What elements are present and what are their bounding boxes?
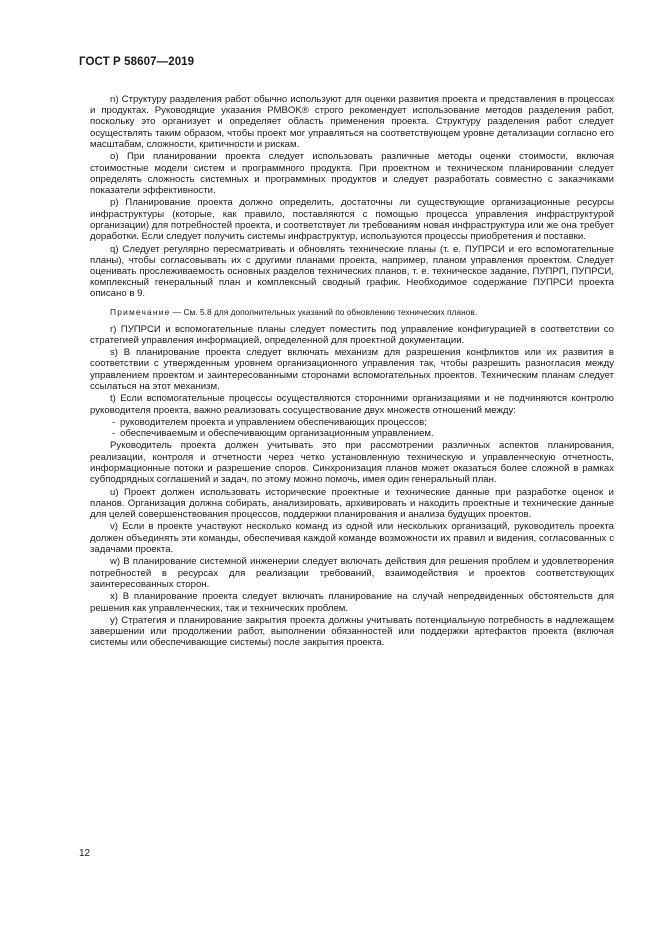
list-item: - руководителем проекта и управлением обеспечивающих процессов; (112, 417, 427, 429)
paragraph-y: y) Стратегия и планирование закрытия проекта должны учитывать потенциальную потребность в надлежащем завершении или продолжении работ, выполнении обязанностей или поддержки артефактов проекта (включая системы или обеспечивающие системы) после закрытия проекта. (90, 615, 614, 649)
paragraph-s: s) В планирование проекта следует включать механизм для разрешения конфликтов или их развития в соответствии с утвержденным уровнем организационного управления так, чтобы разрешить разногласия между управлением проектом и заинтересованными сторонами вспомогательных проектов. Техническим планам следует ссылаться на этот механизм. (90, 347, 614, 392)
paragraph-r: r) ПУПРСИ и вспомогательные планы следует поместить под управление конфигурацией в соответствии со стратегией управления информацией, определенной для проектной документации. (90, 323, 614, 346)
standard-header: ГОСТ Р 58607—2019 (79, 56, 195, 68)
paragraph-v: v) Если в проекте участвуют несколько команд из одной или нескольких организаций, руководитель проекта должен объединять эти команды, обеспечивая каждой команде возможности их правил и видения, согласованных с задачами проекта. (90, 521, 614, 555)
paragraph-o: o) При планировании проекта следует использовать различные методы оценки стоимости, включая стоимостные модели систем и программного продукта. При проектном и техническом планировании следует определять сложность системных и программных продуктов и следует разработать совместно с заказчиками показатели эффективности. (90, 151, 614, 196)
note (90, 307, 614, 317)
dash-bullet: - (112, 417, 116, 429)
paragraph-manager: Руководитель проекта должен учитывать это при рассмотрении различных аспектов планирования, реализации, контроля и отчетности через четко установленную техническую и управленческую отчетность, информационные потоки и разрешение споров. Синхронизация планов может оказаться более сложной в рамках субподрядных соглашений и задач, по этому можно помочь, имея один генеральный план. (90, 440, 614, 486)
paragraph-x: x) В планирование проекта следует включать планирование на случай непредвиденных обстоятельств для решения как управленческих, так и технических проблем. (90, 591, 614, 614)
body-text (90, 94, 614, 650)
page-number: 12 (79, 848, 91, 859)
note-label: Примечание (110, 306, 171, 317)
dash-bullet: - (112, 428, 116, 440)
note-text: — См. 5.8 для дополнительных указаний по обновлению технических планов. (170, 306, 478, 317)
paragraph-q: q) Следует регулярно пересматривать и обновлять технические планы (т. е. ПУПРСИ и его вспомогательные планы), чтобы согласовывать их с другими планами проекта, например, планом управления проектом. Следует оценивать прослеживаемость основных разделов технических планов, т. е. техническое задание, ПУПРП, ПУПРСИ, комплексный генеральный план и комплексный сводный график. Необходимое содержание ПУПРСИ проекта описано в 9. (90, 243, 614, 300)
paragraph-p: p) Планирование проекта должно определить, достаточны ли существующие организационные ресурсы инфраструктуры (которые, как правило, поставляются с помощью процесса управления инфраструктурой организации) для потребностей проекта, и соответствует ли требованиям новая инфраструктура или же она требует доработки. Если следует получить системы инфраструктур, используются процессы приобретения и поставки. (90, 197, 614, 243)
paragraph-t: t) Если вспомогательные процессы осуществляются сторонними организациями и не подчиняются контролю руководителя проекта, важно реализовать сосуществование двух множеств отношений между: (90, 393, 614, 416)
paragraph-n: n) Структуру разделения работ обычно используют для оценки развития проекта и представления в процессах и продуктах. Руководящие указания PMBOK® строго рекомендует использование методов разделения работ, поскольку это организует и определяет область применения проекта. Структуру разделения работ следует осуществлять таким образом, чтобы проект мог управляться на соответствующем уровне детализации согласно его масштабам, сложности, критичности и рискам. (90, 94, 614, 150)
list-item: - обеспечиваемым и обеспечивающим организационным управлением. (112, 428, 434, 440)
paragraph-u: u) Проект должен использовать исторические проектные и технические данные при разработке оценок и планов. Организация должна собирать, анализировать, архивировать и находить проектные и технические данные для целей совершенствования процессов, поддержки планирования и анализа будущих проектов. (90, 486, 614, 520)
paragraph-w: w) В планирование системной инженерии следует включать действия для решения проблем и удовлетворения потребностей в ресурсах для реализации требований, взаимодействия и проектов соответствующих заинтересованных сторон. (90, 556, 614, 590)
relations-list (90, 417, 614, 439)
